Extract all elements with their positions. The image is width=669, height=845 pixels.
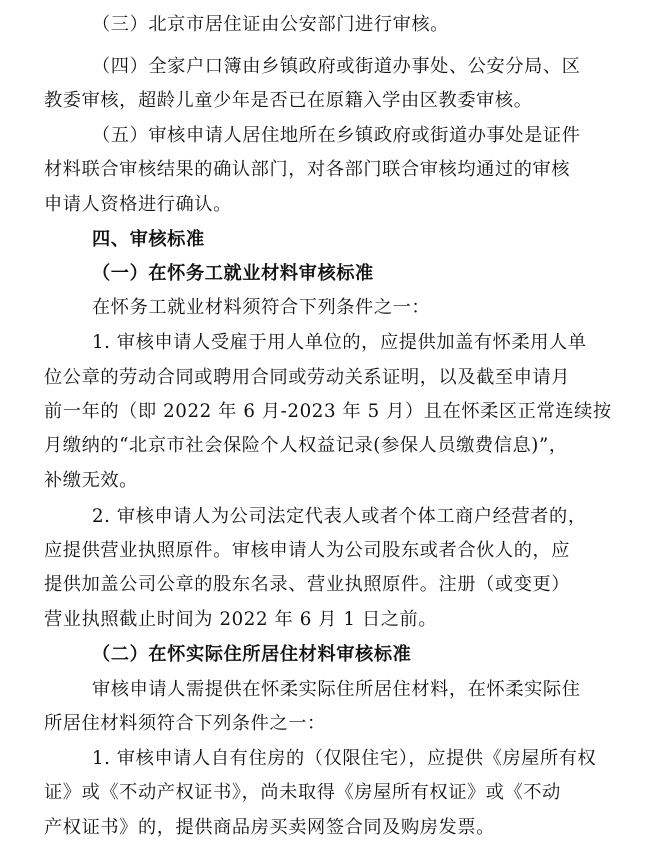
item-3-line-2: 证》或《不动产权证书》，尚未取得《房屋所有权证》或《不动 bbox=[44, 782, 561, 803]
item-1-line-4: 月缴纳的“北京市社会保险个人权益记录(参保人员缴费信息)”， bbox=[44, 435, 568, 456]
item-2-line-4: 营业执照截止时间为 2022 年 6 月 1 日之前。 bbox=[44, 609, 438, 630]
subsection-heading-1: （一）在怀务工就业材料审核标准 bbox=[92, 263, 374, 284]
item-1-line-1: 1. 审核申请人受雇于用人单位的，应提供加盖有怀柔用人单 bbox=[92, 332, 587, 353]
paragraph-4-line-2: 教委审核，超龄儿童少年是否已在原籍入学由区教委审核。 bbox=[44, 90, 533, 111]
section-heading: 四、审核标准 bbox=[92, 229, 205, 250]
subsection-heading-2: （二）在怀实际住所居住材料审核标准 bbox=[92, 644, 412, 665]
item-2-line-3: 提供加盖公司公章的股东名录、营业执照原件。注册（或变更） bbox=[44, 574, 571, 595]
item-2-line-1: 2. 审核申请人为公司法定代表人或者个体工商户经营者的， bbox=[92, 506, 587, 527]
item-1-line-5: 补缴无效。 bbox=[44, 470, 138, 491]
subsection-1-intro: 在怀务工就业材料须符合下列条件之一： bbox=[92, 297, 431, 318]
item-1-line-2: 位公章的劳动合同或聘用合同或劳动关系证明，以及截至申请月 bbox=[44, 367, 571, 388]
item-3-line-1: 1. 审核申请人自有住房的（仅限住宅），应提供《房屋所有权 bbox=[92, 748, 597, 769]
subsection-2-intro-line-1: 审核申请人需提供在怀柔实际住所居住材料，在怀柔实际住 bbox=[92, 679, 581, 700]
item-3-line-3: 产权证书》的，提供商品房买卖网签合同及购房发票。 bbox=[44, 817, 495, 838]
subsection-2-intro-line-2: 所居住材料须符合下列条件之一： bbox=[44, 713, 326, 734]
item-2-line-2: 应提供营业执照原件。审核申请人为公司股东或者合伙人的，应 bbox=[44, 540, 571, 561]
paragraph-5-line-2: 材料联合审核结果的确认部门，对各部门联合审核均通过的审核 bbox=[44, 159, 571, 180]
paragraph-4-line-1: （四）全家户口簿由乡镇政府或街道办事处、公安分局、区 bbox=[92, 56, 581, 77]
paragraph-5-line-3: 申请人资格进行确认。 bbox=[44, 194, 232, 215]
paragraph-3-line-1: （三）北京市居住证由公安部门进行审核。 bbox=[92, 14, 449, 35]
paragraph-5-line-1: （五）审核申请人居住地所在乡镇政府或街道办事处是证件 bbox=[92, 125, 581, 146]
item-1-line-3: 前一年的（即 2022 年 6 月-2023 年 5 月）且在怀柔区正常连续按 bbox=[44, 401, 612, 422]
